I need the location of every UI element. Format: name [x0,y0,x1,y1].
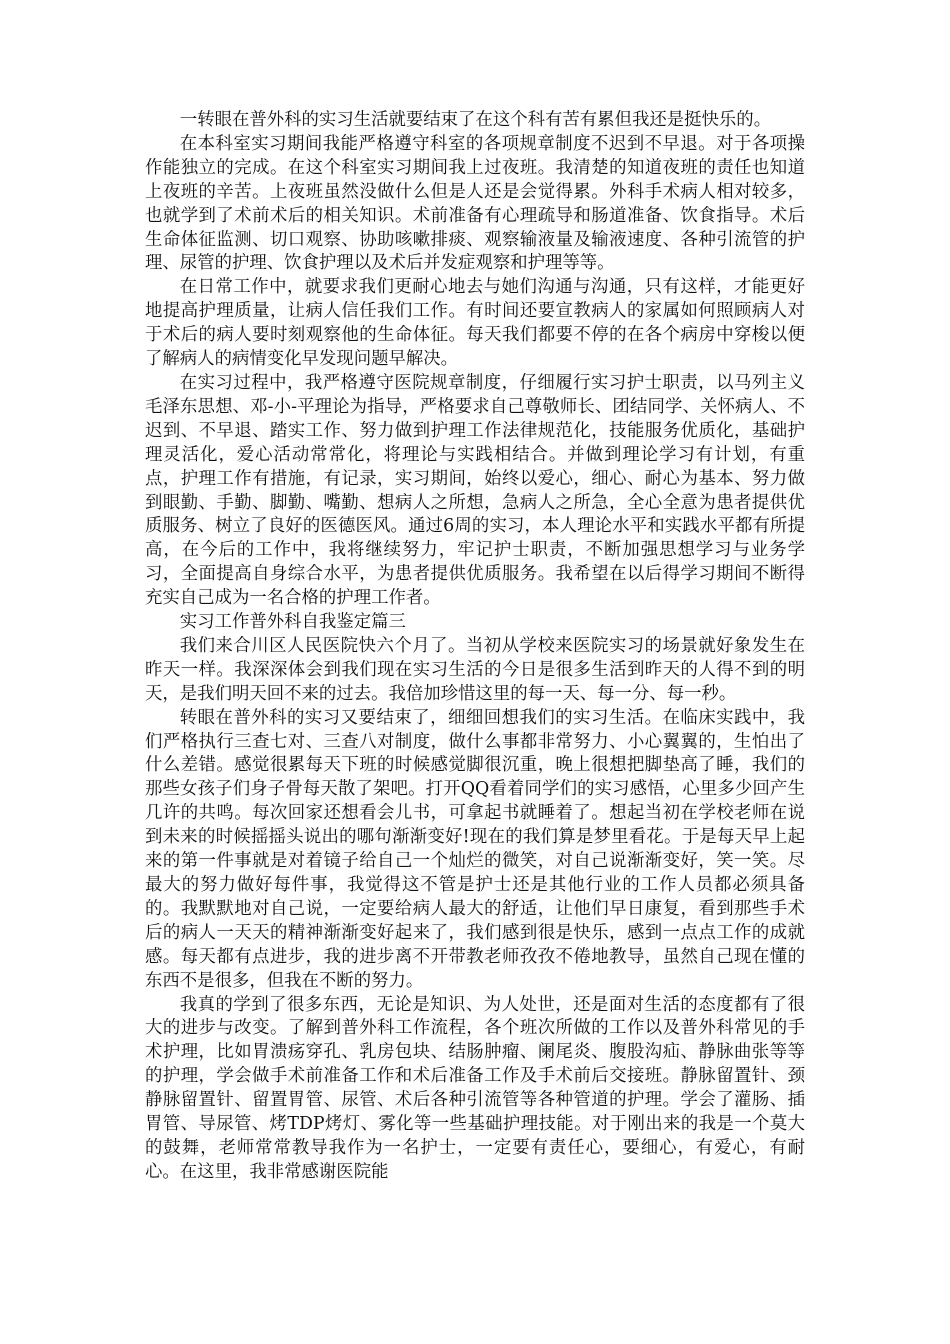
paragraph: 我真的学到了很多东西，无论是知识、为人处世，还是面对生活的态度都有了很大的进步与改变。了解到普外科工作流程，各个班次所做的工作以及普外科常见的手术护理，比如胃溃疡穿孔、乳房包块、结肠肿瘤、阑尾炎、腹股沟疝、静脉曲张等等的护理，学会做手术前准备工作和术后准备工作及手术前后交接班。静脉留置针、颈静脉留置针、留置胃管、尿管、术后各种引流管等各种管道的护理。学会了灌肠、插胃管、导尿管、烤TDP烤灯、雾化等一些基础护理技能。对于刚出来的我是一个莫大的鼓舞，老师常常教导我作为一名护士，一定要有责任心，要细心，有爱心，有耐心。在这里，我非常感谢医院能 [145,994,805,1182]
paragraph: 在实习过程中，我严格遵守医院规章制度，仔细履行实习护士职责，以马列主义毛泽东思想、邓-小-平理论为指导，严格要求自己尊敬师长、团结同学、关怀病人、不迟到、不早退、踏实工作、努力做到护理工作法律规范化，技能服务优质化，基础护理灵活化，爱心活动常常化，将理论与实践相结合。并做到理论学习有计划，有重点，护理工作有措施，有记录，实习期间，始终以爱心，细心、耐心为基本、努力做到眼勤、手勤、脚勤、嘴勤、想病人之所想，急病人之所急，全心全意为患者提供优质服务、树立了良好的医德医风。通过6周的实习，本人理论水平和实践水平都有所提高，在今后的工作中，我将继续努力，牢记护士职责，不断加强思想学习与业务学习，全面提高自身综合水平，为患者提供优质服务。我希望在以后得学习期间不断得充实自己成为一名合格的护理工作者。 [145,372,805,609]
document-body [145,109,805,1185]
paragraph: 在日常工作中，就要求我们更耐心地去与她们沟通与沟通，只有这样，才能更好地提高护理质量，让病人信任我们工作。有时间还要宣教病人的家属如何照顾病人对于术后的病人要时刻观察他的生命体征。每天我们都要不停的在各个病房中穿梭以便了解病人的病情变化早发现问题早解决。 [145,277,805,370]
paragraph: 一转眼在普外科的实习生活就要结束了在这个科有苦有累但我还是挺快乐的。 [179,110,772,130]
paragraph: 转眼在普外科的实习又要结束了，细细回想我们的实习生活。在临床实践中，我们严格执行三查七对、三查八对制度，做什么事都非常努力、小心翼翼的，生怕出了什么差错。感觉很累每天下班的时候感觉脚很沉重，晚上很想把脚垫高了睡，我们的那些女孩子们身子骨每天散了架吧。打开QQ看着同学们的实习感悟，心里多少回产生几许的共鸣。每次回家还想看会儿书，可拿起书就睡着了。想起当初在学校老师在说到未来的时候摇摇头说出的哪句渐渐变好!现在的我们算是梦里看花。于是每天早上起来的第一件事就是对着镜子给自己一个灿烂的微笑，对自己说渐渐变好，笑一笑。尽最大的努力做好每件事，我觉得这不管是护士还是其他行业的工作人员都必须具备的。我默默地对自己说，一定要给病人最大的舒适，让他们早日康复，看到那些手术后的病人一天天的精神渐渐变好起来了，我们感到很是快乐，感到一点点工作的成就感。每天都有点进步，我的进步离不开带教老师孜孜不倦地教导，虽然自己现在懂的东西不是很多，但我在不断的努力。 [145,707,805,991]
paragraph: 我们来合川区人民医院快六个月了。当初从学校来医院实习的场景就好象发生在昨天一样。我深深体会到我们现在实习生活的今日是很多生活到昨天的人得不到的明天，是我们明天回不来的过去。我倍加珍惜这里的每一天、每一分、每一秒。 [145,635,805,704]
paragraph: 在本科室实习期间我能严格遵守科室的各项规章制度不迟到不早退。对于各项操作能独立的完成。在这个科室实习期间我上过夜班。我清楚的知道夜班的责任也知道上夜班的辛苦。上夜班虽然没做什么但是人还是会觉得累。外科手术病人相对较多，也就学到了术前术后的相关知识。术前准备有心理疏导和肠道准备、饮食指导。术后生命体征监测、切口观察、协助咳嗽排痰、观察输液量及输液速度、各种引流管的护理、尿管的护理、饮食护理以及术后并发症观察和护理等等。 [145,133,805,274]
section-heading: 实习工作普外科自我鉴定篇三 [179,612,406,633]
